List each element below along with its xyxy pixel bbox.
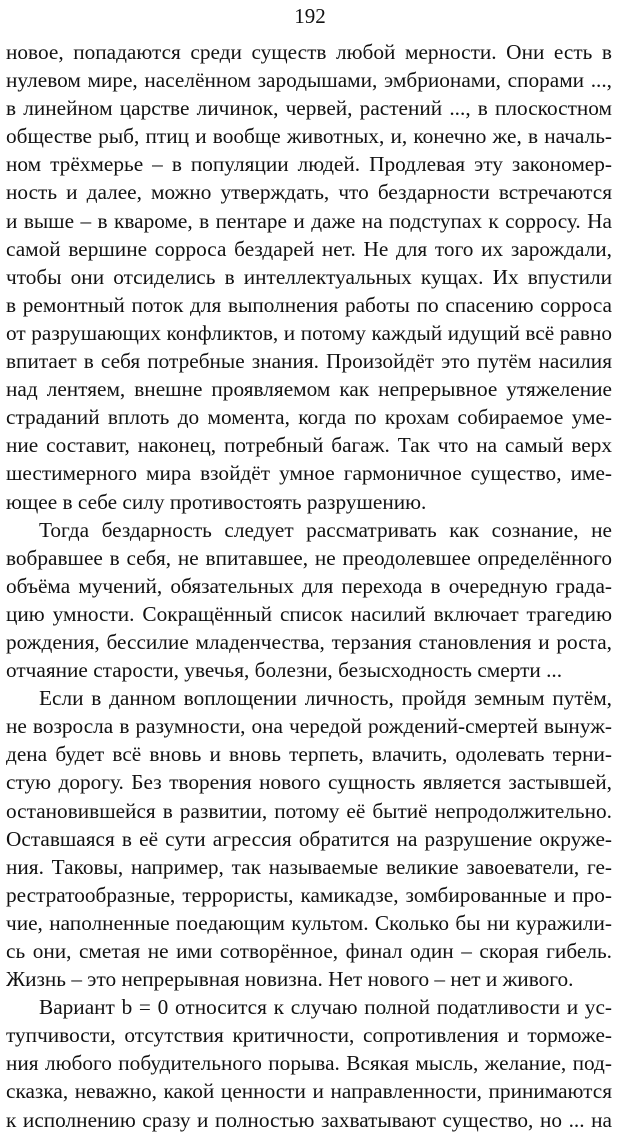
text-line: шестимерного мира взойдёт умное гармоничное существо, име- [6, 461, 612, 486]
text-line: цию умности. Сокращённый список насилий включает трагедию [6, 601, 612, 626]
text-line: ния. Таковы, например, так называемые великие завоеватели, ге- [6, 854, 612, 879]
text-line: ющее в себе силу противостоять разрушению. [6, 489, 427, 514]
page-number: 192 [294, 4, 326, 28]
text-line: и выше – в кваромe, в пентаре и даже на подступах к сорросу. На [6, 208, 612, 233]
text-line: ния любого побудительного порыва. Всякая мысль, желание, под- [6, 1051, 612, 1076]
text-line: тупчивости, отсутствия критичности, сопротивления и торможе- [6, 1023, 612, 1048]
text-line: стую дорогу. Без творения нового сущность является застывшей, [6, 770, 612, 795]
text-line: ность и далее, можно утверждать, что бездарности встречаются [6, 180, 612, 205]
text-line: объёма мучений, обязательных для перехода в очередную града- [6, 573, 612, 598]
text-line: дена будет всё вновь и вновь терпеть, влачить, одолевать терни- [6, 742, 612, 767]
text-line: к исполнению сразу и полностью захватывают существо, но ... на [6, 1107, 612, 1132]
text-line: новое, попадаются среди существ любой мерности. Они есть в [6, 40, 612, 64]
text-line: страданий вплоть до момента, когда по крохам собираемое уме- [6, 405, 612, 430]
text-line: впитает в себя потребные знания. Произойдёт это путём насилия [6, 349, 612, 374]
text-line: чтобы они отсиделись в интеллектуальных кущах. Их впустили [6, 264, 612, 289]
text-line: нулевом мире, населённом зародышами, эмбрионами, спорами ..., [6, 68, 612, 93]
text-line: Вариант b = 0 относится к случаю полной податливости и ус- [39, 995, 612, 1020]
text-line: не возросла в разумности, она чередой рождений-смертей вынуж- [6, 714, 612, 739]
text-line: ном трёхмерье – в популяции людей. Продлевая эту закономер- [6, 152, 612, 177]
text-line: обществе рыб, птиц и вообще животных, и, конечно же, в началь- [6, 124, 612, 149]
text-line: самой вершине сорроса бездарей нет. Не для того их зарождали, [6, 236, 612, 261]
text-line: Тогда бездарность следует рассматривать как сознание, не [39, 517, 612, 542]
text-line: чие, наполненные поедающим культом. Сколько бы ни куражили- [6, 910, 612, 935]
text-line: сь они, сметая не ими сотворённое, финал один – скорая гибель. [6, 939, 612, 963]
text-line: от разрушающих конфликтов, и потому каждый идущий всё равно [6, 320, 612, 345]
text-line: Жизнь – это непрерывная новизна. Нет нового – нет и живого. [6, 967, 574, 992]
text-line: Оставшаяся в её сути агрессия обратится на разрушение окруже- [6, 826, 612, 851]
text-line: над лентяем, внешне проявляемом как непрерывное утяжеление [6, 377, 612, 402]
text-line: вобравшее в себя, не впитавшее, не преодолевшее определённого [6, 545, 612, 570]
text-line: в ремонтный поток для выполнения работы по спасению сорроса [6, 292, 612, 317]
text-line: ние составит, наконец, потребный багаж. Так что на самый верх [6, 433, 612, 458]
text-line: рестратообразные, террористы, камикадзе, зомбированные и про- [6, 882, 612, 907]
body-text [6, 38, 612, 1134]
text-line: в линейном царстве личинок, червей, растений ..., в плоскостном [6, 96, 612, 121]
text-line: сказка, неважно, какой ценности и направленности, принимаются [6, 1079, 612, 1104]
text-line: отчаяние старости, увечья, болезни, безысходность смерти ... [6, 658, 563, 683]
text-line: рождения, бессилие младенчества, терзания становления и роста, [6, 629, 612, 654]
text-line: Если в данном воплощении личность, пройдя земным путём, [39, 686, 612, 711]
text-line: остановившейся в развитии, потому её бытиё непродолжительно. [6, 798, 612, 823]
